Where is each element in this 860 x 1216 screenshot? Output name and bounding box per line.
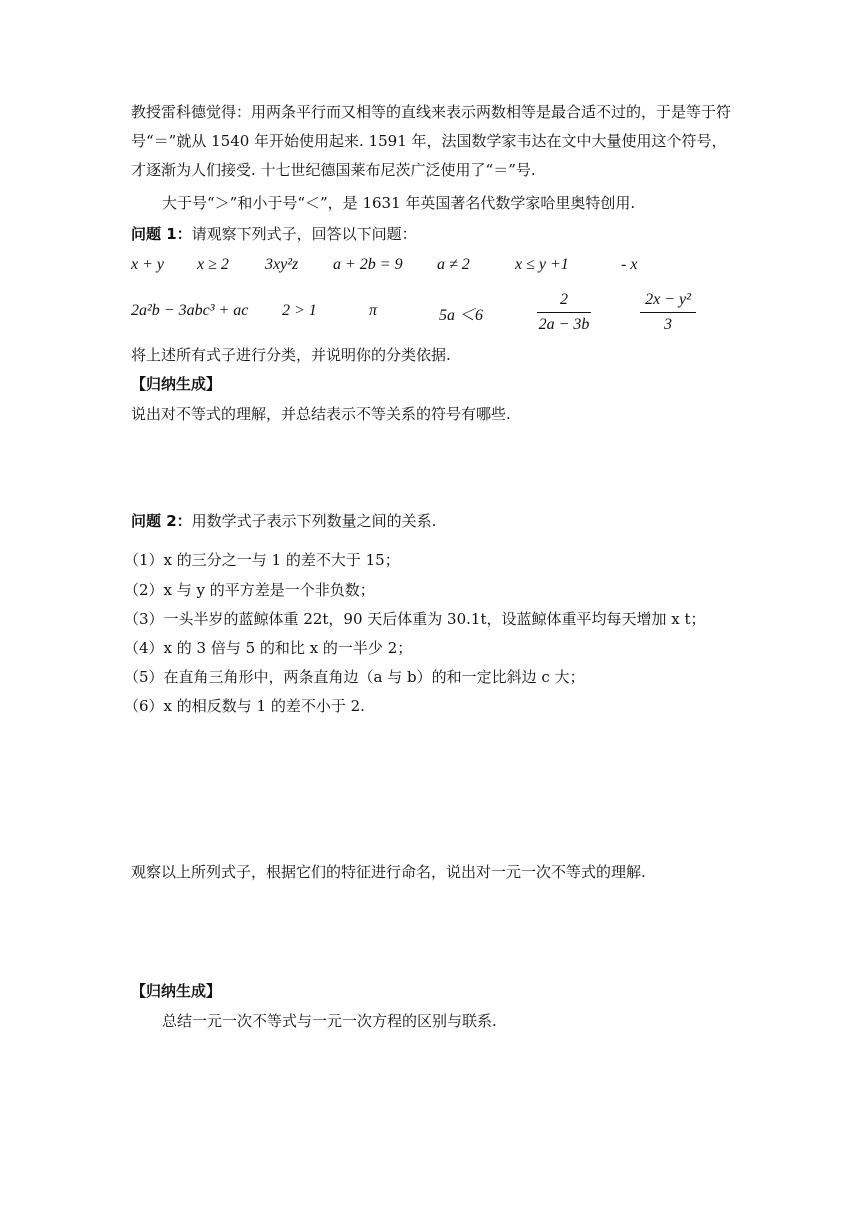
problem1-task: 将上述所有式子进行分类，并说明你的分类依据.	[131, 346, 451, 364]
fraction-expression	[640, 291, 696, 334]
problem2-item: （1）x 的三分之一与 1 的差不大于 15；	[124, 551, 400, 569]
fraction-denominator: 3	[664, 316, 672, 333]
problem2-item: （4）x 的 3 倍与 5 的和比 x 的一半少 2；	[124, 639, 413, 657]
problem2-item: （5）在直角三角形中，两条直角边（a 与 b）的和一定比斜边 c 大；	[124, 668, 585, 686]
summary2-text: 总结一元一次不等式与一元一次方程的区别与联系.	[162, 1012, 497, 1030]
expression: x + y	[131, 256, 164, 273]
expression: x ≥ 2	[197, 256, 229, 273]
problem1-heading	[131, 224, 417, 244]
problem1-prompt: 请观察下列式子，回答以下问题：	[191, 225, 417, 243]
summary1-heading: 【归纳生成】	[131, 375, 222, 393]
history-line-4: 大于号“＞”和小于号“＜”，是 1631 年英国著名代数学家哈里奥特创用.	[162, 194, 636, 212]
fraction-numerator: 2x − y²	[640, 291, 696, 313]
problem1-label: 问题 1：	[131, 225, 192, 243]
expression: - x	[621, 256, 638, 273]
expression: 2a²b − 3abc³ + ac	[131, 302, 249, 319]
history-line-3: 才逐渐为人们接受. 十七世纪德国莱布尼茨广泛使用了“＝”号.	[131, 161, 536, 179]
summary2-heading: 【归纳生成】	[131, 982, 222, 1000]
problem2-heading	[131, 511, 436, 531]
summary1-text: 说出对不等式的理解，并总结表示不等关系的符号有哪些.	[131, 405, 511, 423]
history-line-2: 号“＝”就从 1540 年开始使用起来. 1591 年，法国数学家韦达在文中大量使用这个符号，	[131, 132, 727, 150]
observe-text: 观察以上所列式子，根据它们的特征进行命名，说出对一元一次不等式的理解.	[131, 863, 646, 881]
fraction-denominator: 2a − 3b	[538, 316, 590, 333]
expression: 5a ＜6	[439, 307, 484, 324]
problem2-item: （6）x 的相反数与 1 的差不小于 2.	[124, 697, 365, 715]
expression: 3xy²z	[265, 256, 299, 273]
problem2-item: （3）一头半岁的蓝鲸体重 22t，90 天后体重为 30.1t，设蓝鲸体重平均每天增加 x t；	[124, 610, 706, 628]
problem2-prompt: 用数学式子表示下列数量之间的关系.	[191, 512, 437, 530]
history-line-1: 教授雷科德觉得：用两条平行而又相等的直线来表示两数相等是最合适不过的，于是等于符	[131, 103, 732, 121]
problem2-label: 问题 2：	[131, 512, 192, 530]
expression: x ≤ y +1	[515, 256, 569, 273]
expression: a ≠ 2	[437, 256, 470, 273]
problem2-item: （2）x 与 y 的平方差是一个非负数；	[124, 581, 375, 599]
expression: π	[369, 302, 378, 319]
fraction-numerator: 2	[537, 291, 591, 313]
expression: 2 > 1	[282, 302, 317, 319]
fraction-expression	[537, 291, 591, 334]
expression: a + 2b = 9	[333, 256, 403, 273]
